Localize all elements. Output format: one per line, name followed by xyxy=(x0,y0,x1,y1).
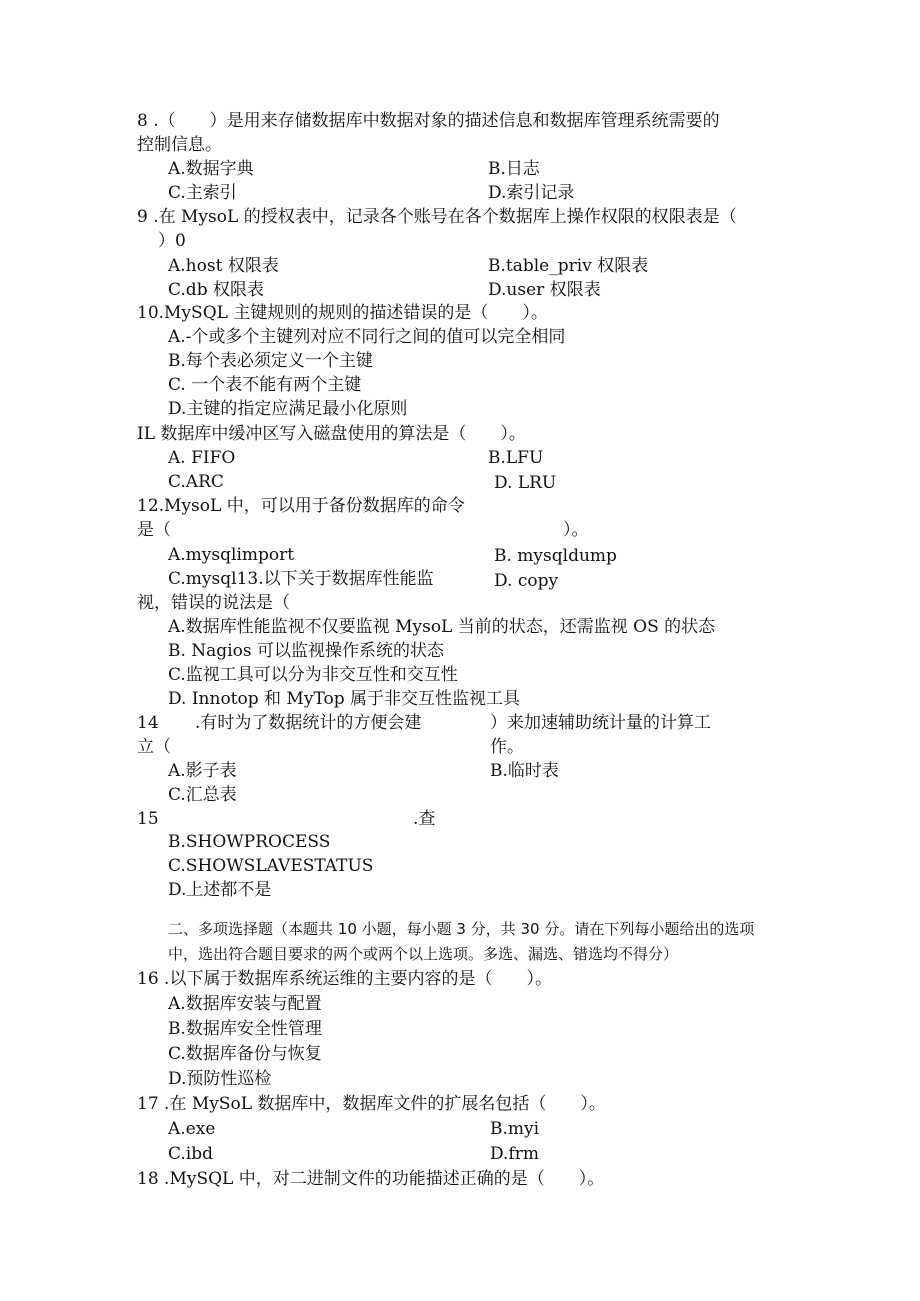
q8-option-a: A.数据字典 xyxy=(168,159,254,179)
q16-option-c: C.数据库备份与恢复 xyxy=(168,1044,322,1064)
q11-option-c: C.ARC xyxy=(168,472,224,492)
q8-option-c: C.主索引 xyxy=(168,183,237,203)
q12-option-c: C.mysql13.以下关于数据库性能监 xyxy=(168,569,434,589)
q14-option-a: A.影子表 xyxy=(168,761,237,781)
q9-option-b: B.table_priv 权限表 xyxy=(488,256,649,276)
q13-option-a: A.数据库性能监视不仅要监视 MysoL 当前的状态，还需监视 OS 的状态 xyxy=(168,617,716,637)
q16-stem: 16 .以下属于数据库系统运维的主要内容的是（ ）。 xyxy=(137,969,552,989)
q17-option-b: B.myi xyxy=(490,1119,540,1139)
q16-option-b: B.数据库安全性管理 xyxy=(168,1019,322,1039)
q10-option-c: C. 一个表不能有两个主键 xyxy=(168,375,362,395)
q8-option-d: D.索引记录 xyxy=(488,183,575,203)
q17-stem: 17 .在 MySoL 数据库中，数据库文件的扩展名包括（ ）。 xyxy=(137,1094,606,1114)
q8-option-b: B.日志 xyxy=(488,159,540,179)
q14-stem-line1-end: ）来加速辅助统计量的计算工 xyxy=(490,713,711,733)
q12-option-d: D. copy xyxy=(494,571,559,591)
q12-stem-line1: 12.MysoL 中，可以用于备份数据库的命令 xyxy=(137,496,465,516)
q9-option-d: D.user 权限表 xyxy=(488,280,601,300)
q13-option-c: C.监视工具可以分为非交互性和交互性 xyxy=(168,665,458,685)
q15-option-b: B.SHOWPROCESS xyxy=(168,832,331,852)
q13-option-b: B. Nagios 可以监视操作系统的状态 xyxy=(168,641,444,661)
q14-option-c: C.汇总表 xyxy=(168,785,237,805)
q15-option-d: D.上述都不是 xyxy=(168,880,272,900)
q12-stem-line2-end: ）。 xyxy=(563,520,589,540)
section2-heading-line1: 二、多项选择题（本题共 10 小题，每小题 3 分，共 30 分。请在下列每小题给出的选项 xyxy=(168,920,755,938)
q12-option-b: B. mysqldump xyxy=(494,546,617,566)
section2-heading-line2: 中，选出符合题目要求的两个或两个以上选项。多选、漏选、错选均不得分） xyxy=(168,945,679,963)
q9-stem-line2: ）0 xyxy=(158,231,186,251)
q14-stem-line2-end: 作。 xyxy=(490,737,524,757)
q12-stem-line2: 是（ xyxy=(137,520,171,540)
q15-option-c: C.SHOWSLAVESTATUS xyxy=(168,856,374,876)
q14-stem-line2: 立（ xyxy=(137,737,171,757)
q11-option-d: D. LRU xyxy=(494,473,557,493)
q15-stem: .查 xyxy=(413,809,436,829)
q17-option-c: C.ibd xyxy=(168,1144,214,1164)
q10-option-b: B.每个表必须定义一个主键 xyxy=(168,351,373,371)
q10-stem: 10.MySQL 主键规则的规则的描述错误的是（ ）。 xyxy=(137,303,548,323)
q14-number: 14 xyxy=(137,713,159,733)
q13-option-d: D. Innotop 和 MyTop 属于非交互性监视工具 xyxy=(168,689,520,709)
q8-stem-line1: 8 .（ ）是用来存储数据库中数据对象的描述信息和数据库管理系统需要的 xyxy=(137,111,720,131)
q16-option-a: A.数据库安装与配置 xyxy=(168,994,322,1014)
q16-option-d: D.预防性巡检 xyxy=(168,1069,272,1089)
q9-option-a: A.host 权限表 xyxy=(168,256,279,276)
q14-option-b: B.临时表 xyxy=(490,761,559,781)
q10-option-d: D.主键的指定应满足最小化原则 xyxy=(168,399,408,419)
q8-stem-line2: 控制信息。 xyxy=(137,135,222,155)
q10-option-a: A.-个或多个主键列对应不同行之间的值可以完全相同 xyxy=(168,327,566,347)
q14-stem-line1: .有时为了数据统计的方便会建 xyxy=(195,713,422,733)
q11-stem: IL 数据库中缓冲区写入磁盘使用的算法是（ ）。 xyxy=(137,424,526,444)
q11-option-a: A. FIFO xyxy=(168,448,236,468)
q11-option-b: B.LFU xyxy=(488,448,544,468)
q9-option-c: C.db 权限表 xyxy=(168,280,264,300)
q17-option-d: D.frm xyxy=(490,1144,539,1164)
q15-number: 15 xyxy=(137,809,159,829)
q13-stem: 视，错误的说法是（ xyxy=(137,593,290,613)
q12-option-a: A.mysqlimport xyxy=(168,545,295,565)
q9-stem-line1: 9 .在 MysoL 的授权表中，记录各个账号在各个数据库上操作权限的权限表是（ xyxy=(137,207,737,227)
q18-stem: 18 .MySQL 中，对二进制文件的功能描述正确的是（ ）。 xyxy=(137,1169,605,1189)
q17-option-a: A.exe xyxy=(168,1119,216,1139)
